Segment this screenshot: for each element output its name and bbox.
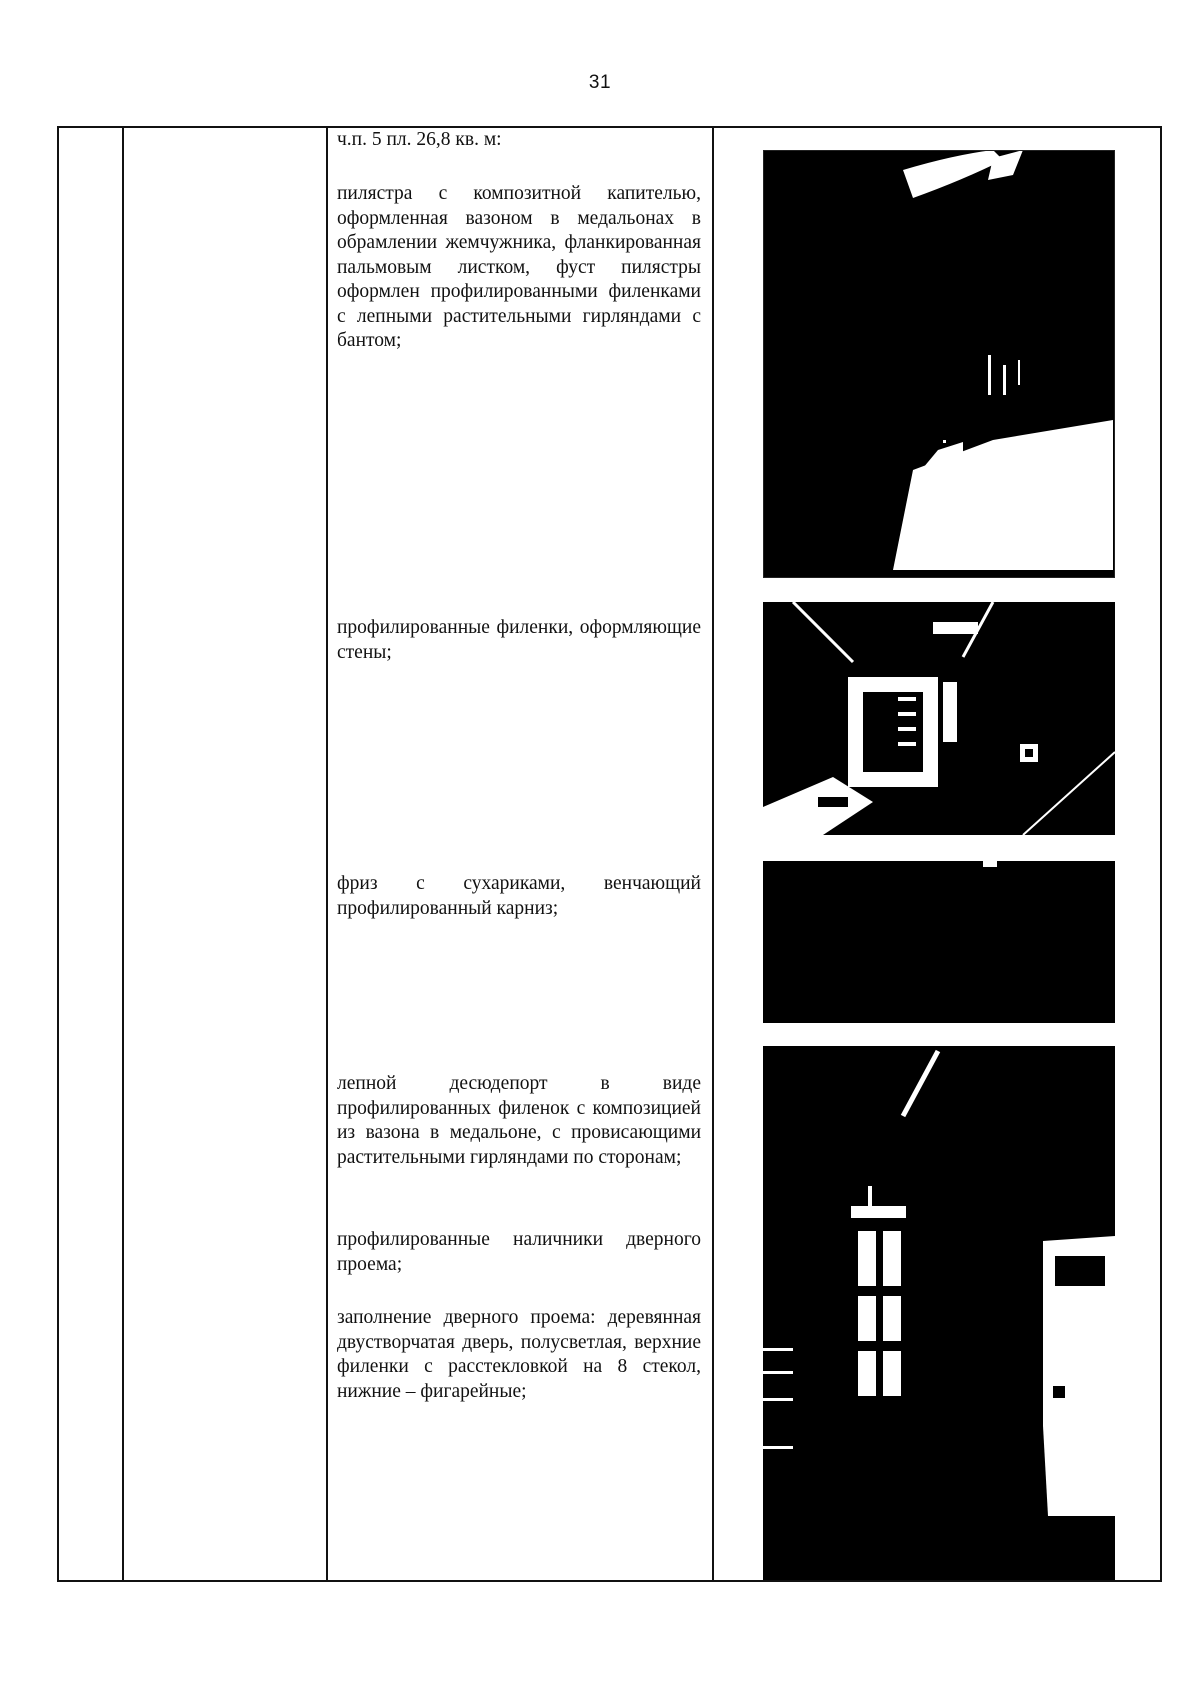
item-wall-panels: профилированные филенки, оформляющие стены; — [337, 617, 701, 663]
column-divider-3 — [712, 126, 714, 1582]
item-overdoor: лепной десюдепорт в виде профилированных филенок с композицией из вазона в медальоне, с провисающими растительными гирляндами по сторонам; — [337, 1073, 701, 1168]
item-frieze: фриз с сухариками, венчающий профилированный карниз; — [337, 873, 701, 919]
column-divider-1 — [122, 126, 124, 1582]
item-door-leaf: заполнение дверного проема: деревянная двустворчатая дверь, полусветлая, верхние филенки с расстекловкой на 8 стекол, нижние – фигарейные; — [337, 1307, 701, 1402]
column-divider-2 — [326, 126, 328, 1582]
photo-wall-panels — [763, 602, 1115, 835]
item-pilaster: пилястра с композитной капителью, оформленная вазоном в медальонах в обрамлении жемчужника, фланкированная пальмовым листком, фуст пилястры оформлен профилированными филенками с лепными растительными гирляндами с бантом; — [337, 183, 701, 351]
room-heading: ч.п. 5 пл. 26,8 кв. м: — [337, 129, 502, 150]
photo-door — [763, 1046, 1115, 1580]
page-number: 31 — [588, 72, 612, 93]
photo-frieze — [763, 861, 1115, 1023]
item-door-casings: профилированные наличники дверного проема; — [337, 1229, 701, 1275]
photo-pilaster — [763, 150, 1115, 578]
